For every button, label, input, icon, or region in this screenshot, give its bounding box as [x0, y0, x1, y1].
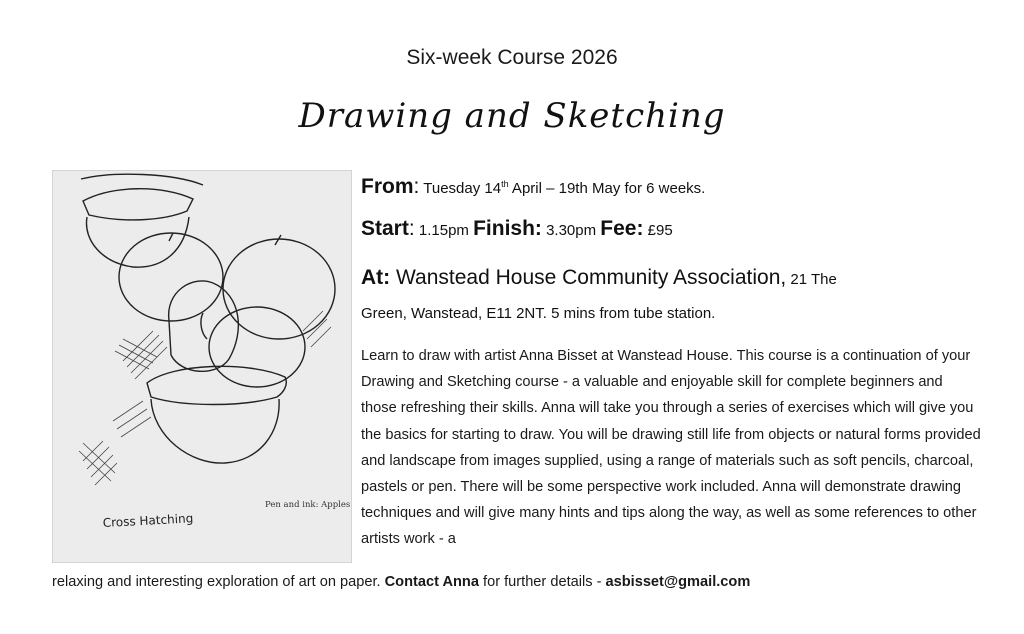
- venue-line: [361, 266, 961, 290]
- finish-label: Finish:: [473, 217, 542, 240]
- start-time: 1.15pm: [414, 222, 469, 239]
- illustration-handwritten-note: Cross Hatching: [102, 511, 194, 530]
- fee-label: Fee:: [600, 217, 644, 240]
- contact-mid-text: for further details -: [478, 574, 606, 590]
- course-subtitle: Six-week Course 2026: [406, 46, 618, 69]
- start-colon: :: [408, 217, 415, 240]
- course-description: Learn to draw with artist Anna Bisset at Wanstead House. This course is a continuation of your Drawing and Sketching course - a valuable and enjoyable skill for complete beginners and those refreshing their skills. Anna will take you through a series of exercises which will give you the basics for starting to draw. You will be drawing still life from objects or natural forms provided and landscape from images supplied, using a range of materials such as soft pencils, charcoal, pastels or pen. There will be some perspective work included. Anna will demonstrate drawing techniques and will give many hints and tips along the way, as well as some references to other artists work - a: [361, 348, 981, 548]
- apples-sketch-drawing: [53, 171, 351, 562]
- course-times-line: [361, 217, 961, 241]
- venue-name: Wanstead House Community Association,: [390, 266, 787, 289]
- fee-value: £95: [643, 222, 673, 239]
- from-colon: :: [413, 175, 420, 198]
- from-day: Tuesday 14: [419, 180, 502, 197]
- at-label: At:: [361, 266, 391, 289]
- contact-label: Contact Anna: [384, 574, 479, 590]
- from-rest: April – 19th May for 6 weeks.: [508, 180, 706, 197]
- contact-line: [52, 574, 750, 590]
- address-part1: 21 The: [786, 271, 837, 288]
- course-title: Drawing and Sketching: [298, 96, 726, 136]
- course-dates-line: [361, 175, 961, 199]
- finish-time: 3.30pm: [541, 222, 597, 239]
- description-last-line: relaxing and interesting exploration of art on paper.: [52, 574, 385, 590]
- illustration-caption: Pen and ink: Apples: [265, 500, 351, 510]
- from-day-suffix: th: [501, 179, 509, 189]
- contact-email: asbisset@gmail.com: [605, 574, 751, 590]
- address-line: Green, Wanstead, E11 2NT. 5 mins from tube station.: [361, 305, 716, 322]
- from-label: From: [361, 175, 414, 198]
- start-label: Start: [361, 217, 409, 240]
- apples-sketch-illustration: [52, 170, 352, 563]
